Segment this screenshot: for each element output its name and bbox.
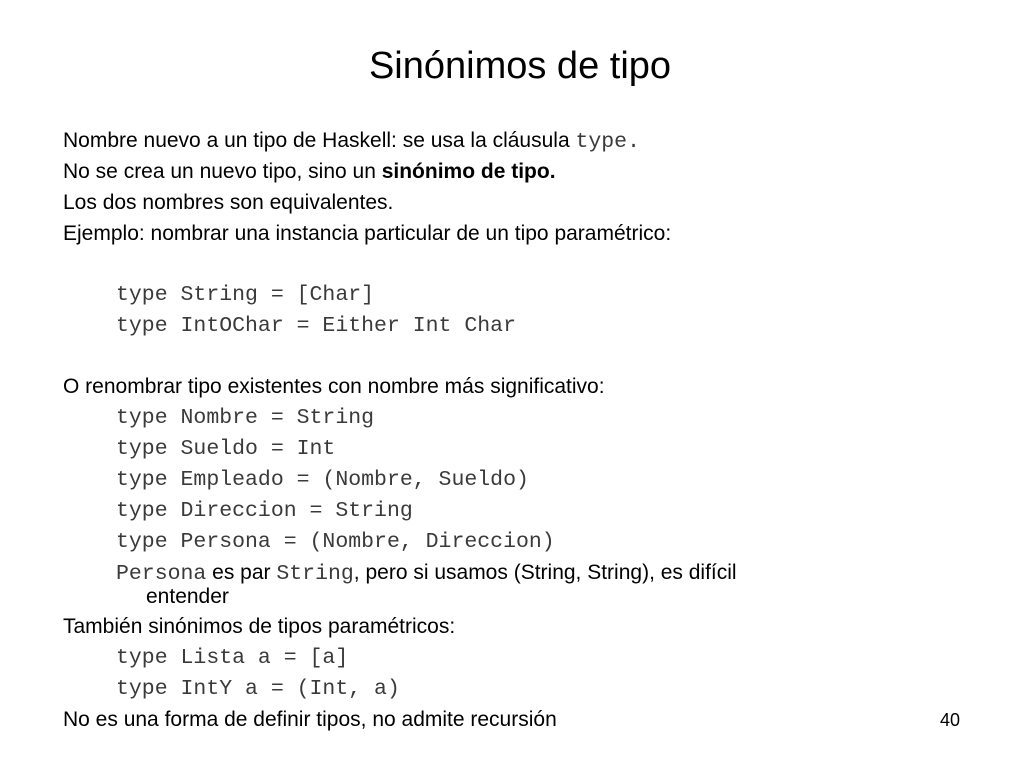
persona-note-continuation: entender xyxy=(146,585,229,608)
intro-line-2 xyxy=(63,159,556,185)
persona-note xyxy=(116,560,737,587)
parametricos-heading: También sinónimos de tipos paramétricos: xyxy=(63,615,456,638)
code-line: type Nombre = String xyxy=(116,406,375,430)
renombrar-heading: O renombrar tipo existentes con nombre más significativo: xyxy=(63,375,605,398)
closing-line: No es una forma de definir tipos, no admite recursión xyxy=(63,708,557,731)
code-line: type Empleado = (Nombre, Sueldo) xyxy=(116,468,529,492)
code-line: type Lista a = [a] xyxy=(116,646,349,670)
page-number: 40 xyxy=(940,710,961,730)
code-line: type Sueldo = Int xyxy=(116,437,336,461)
inline-code-persona: Persona xyxy=(116,562,207,586)
code-line: type Persona = (Nombre, Direccion) xyxy=(116,530,555,554)
intro-line-1-text: Nombre nuevo a un tipo de Haskell: se usa la cláusula xyxy=(63,129,576,152)
inline-code-type: type xyxy=(575,130,628,154)
code-line: type Direccion = String xyxy=(116,499,413,523)
intro-line-3: Los dos nombres son equivalentes. xyxy=(63,191,394,214)
intro-line-4: Ejemplo: nombrar una instancia particular de un tipo paramétrico: xyxy=(63,222,672,245)
bold-term-sinonimo: sinónimo de tipo. xyxy=(381,160,556,183)
code-line: type String = [Char] xyxy=(116,283,375,307)
slide-title: Sinónimos de tipo xyxy=(368,45,672,87)
persona-note-text: es par xyxy=(206,561,277,584)
intro-line-1-period: . xyxy=(627,130,640,154)
persona-note-text-2: , pero si usamos (String, String), es difícil xyxy=(353,561,737,584)
code-line: type IntOChar = Either Int Char xyxy=(116,314,516,338)
inline-code-string: String xyxy=(276,562,354,586)
intro-line-1 xyxy=(63,128,640,155)
code-line: type IntY a = (Int, a) xyxy=(116,677,400,701)
intro-line-2-text: No se crea un nuevo tipo, sino un xyxy=(63,160,382,183)
